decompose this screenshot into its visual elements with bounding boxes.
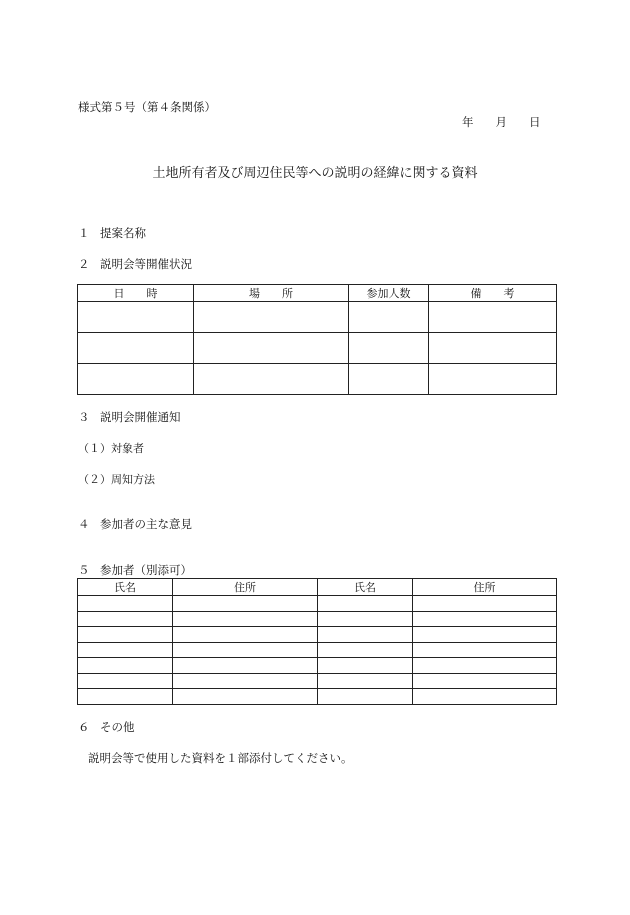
header-name: 氏名 [318, 579, 413, 596]
table-cell[interactable] [413, 611, 557, 627]
table-cell[interactable] [429, 302, 557, 333]
table-cell[interactable] [429, 333, 557, 364]
table-cell[interactable] [78, 658, 173, 674]
table-cell[interactable] [413, 658, 557, 674]
table-cell[interactable] [349, 364, 429, 395]
meeting-table [77, 284, 557, 395]
table-cell[interactable] [349, 302, 429, 333]
header-address: 住所 [173, 579, 318, 596]
subsection-method: （２）周知方法 [78, 473, 155, 486]
header-place: 場 所 [194, 285, 349, 302]
section-number: ４ [78, 517, 90, 531]
meeting-table-header-row [78, 285, 557, 302]
table-cell[interactable] [78, 627, 173, 643]
table-row [78, 364, 557, 395]
table-cell[interactable] [78, 673, 173, 689]
table-cell[interactable] [78, 611, 173, 627]
table-cell[interactable] [173, 611, 318, 627]
attachment-note: 説明会等で使用した資料を１部添付してください。 [88, 751, 353, 765]
table-cell[interactable] [78, 596, 173, 612]
table-cell[interactable] [318, 611, 413, 627]
date-month: 月 [495, 115, 507, 129]
participants-header-row [78, 579, 557, 596]
table-cell[interactable] [78, 642, 173, 658]
table-cell[interactable] [413, 689, 557, 705]
table-row [78, 333, 557, 364]
table-cell[interactable] [413, 673, 557, 689]
table-cell[interactable] [413, 642, 557, 658]
table-cell[interactable] [78, 689, 173, 705]
table-cell[interactable] [173, 642, 318, 658]
table-cell[interactable] [78, 302, 194, 333]
date-year: 年 [462, 115, 474, 129]
table-cell[interactable] [194, 364, 349, 395]
section-5-heading [78, 562, 192, 578]
date-line [462, 114, 541, 130]
section-label: その他 [100, 720, 135, 734]
header-datetime: 日 時 [78, 285, 194, 302]
table-cell[interactable] [349, 333, 429, 364]
participants-table [77, 578, 557, 705]
table-row [78, 642, 557, 658]
table-row [78, 658, 557, 674]
section-number: ３ [78, 410, 90, 424]
header-name: 氏名 [78, 579, 173, 596]
document-title: 土地所有者及び周辺住民等への説明の経緯に関する資料 [152, 166, 478, 181]
section-label: 説明会等開催状況 [100, 257, 192, 271]
table-cell[interactable] [318, 642, 413, 658]
table-row [78, 611, 557, 627]
section-number: ５ [78, 563, 90, 577]
subsection-target: （１）対象者 [78, 442, 144, 455]
section-4-heading [78, 516, 192, 532]
section-label: 参加者の主な意見 [100, 517, 192, 531]
section-label: 提案名称 [100, 226, 146, 240]
section-2-heading [78, 256, 192, 272]
section-number: １ [78, 226, 90, 240]
table-cell[interactable] [173, 689, 318, 705]
form-number: 様式第５号（第４条関係） [78, 100, 216, 114]
table-cell[interactable] [413, 596, 557, 612]
table-cell[interactable] [413, 627, 557, 643]
section-3-heading [78, 409, 181, 425]
table-row [78, 302, 557, 333]
header-address: 住所 [413, 579, 557, 596]
table-cell[interactable] [194, 333, 349, 364]
table-cell[interactable] [318, 673, 413, 689]
header-remarks: 備 考 [429, 285, 557, 302]
table-cell[interactable] [78, 333, 194, 364]
table-cell[interactable] [318, 658, 413, 674]
table-cell[interactable] [318, 689, 413, 705]
table-row [78, 627, 557, 643]
header-attendees: 参加人数 [349, 285, 429, 302]
table-cell[interactable] [194, 302, 349, 333]
section-label: 説明会開催通知 [100, 410, 181, 424]
table-cell[interactable] [318, 627, 413, 643]
section-number: ２ [78, 257, 90, 271]
table-cell[interactable] [429, 364, 557, 395]
table-row [78, 673, 557, 689]
date-day: 日 [529, 115, 541, 129]
section-1-heading [78, 225, 146, 241]
table-cell[interactable] [173, 596, 318, 612]
table-cell[interactable] [173, 673, 318, 689]
section-number: ６ [78, 720, 90, 734]
table-cell[interactable] [318, 596, 413, 612]
section-6-heading [78, 719, 135, 735]
table-cell[interactable] [173, 658, 318, 674]
table-row [78, 596, 557, 612]
table-cell[interactable] [78, 364, 194, 395]
section-label: 参加者（別添可） [100, 563, 192, 577]
table-row [78, 689, 557, 705]
table-cell[interactable] [173, 627, 318, 643]
